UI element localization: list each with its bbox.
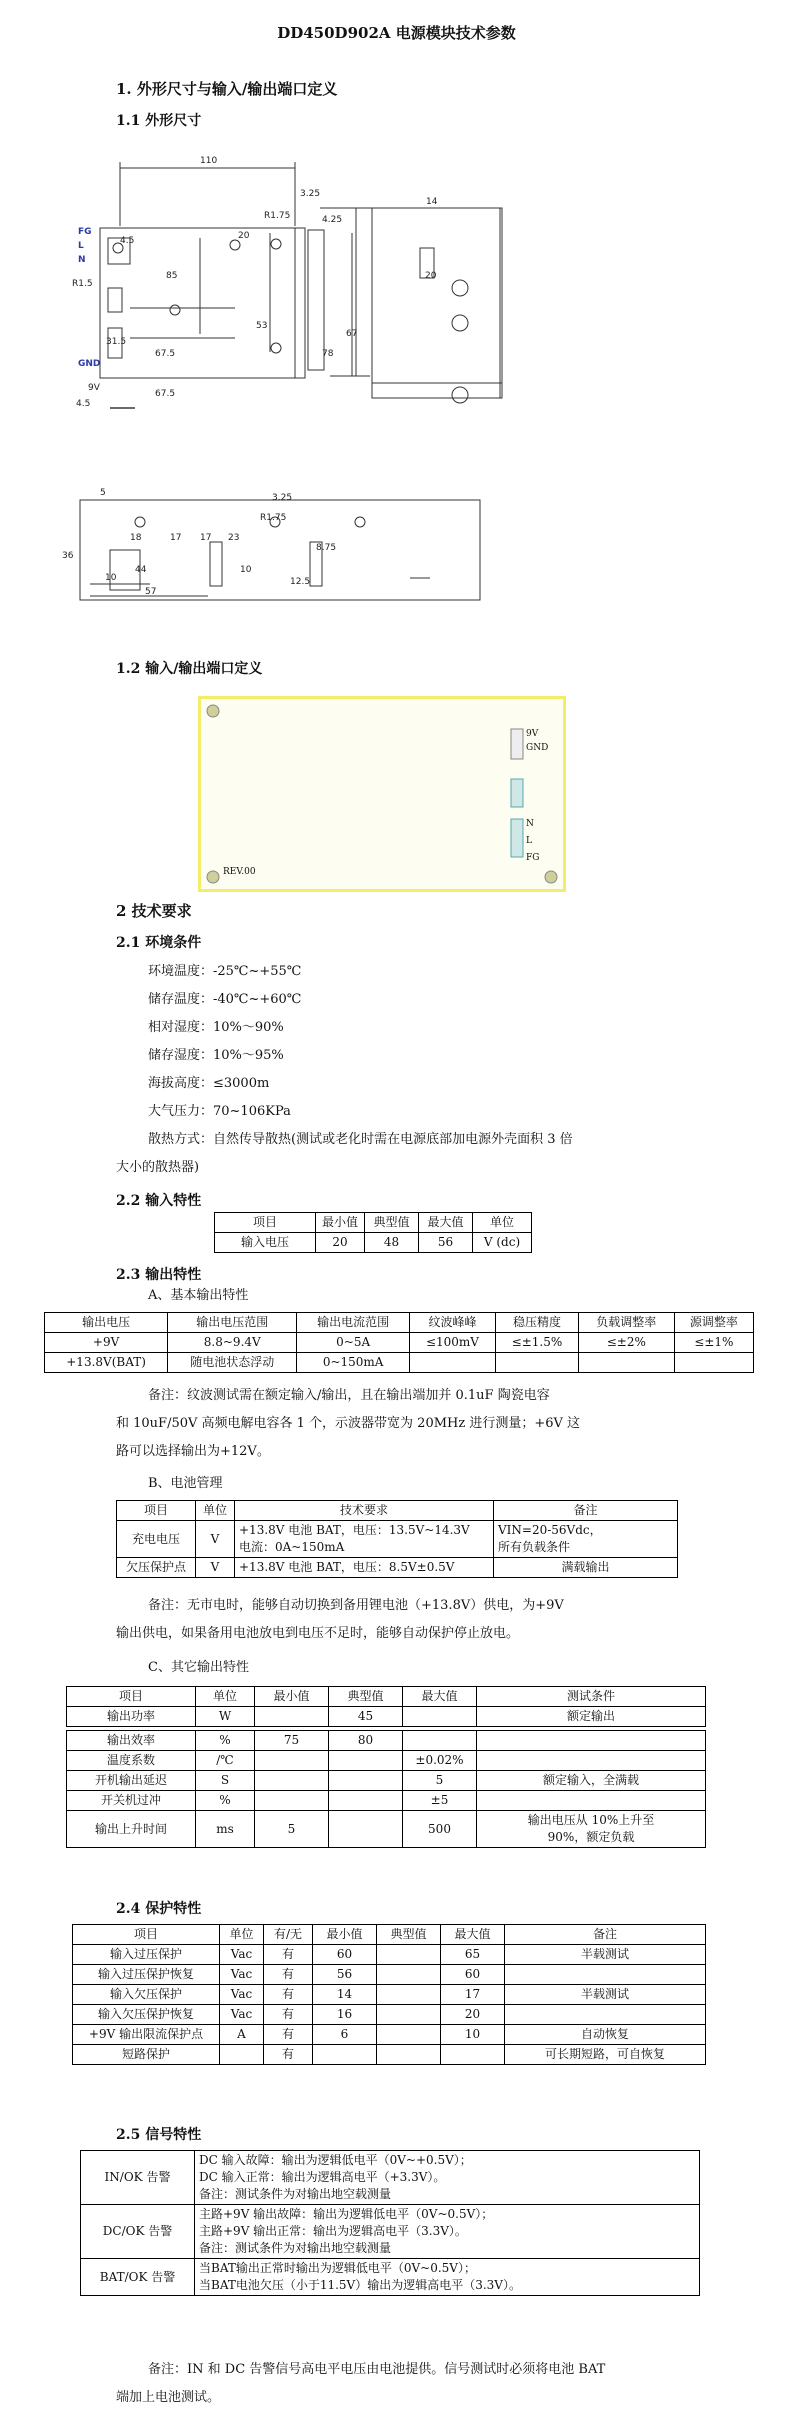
dim-20: 20 — [238, 231, 250, 241]
cell: ms — [196, 1811, 255, 1848]
cell: W — [196, 1707, 255, 1727]
th: 典型值 — [365, 1213, 419, 1233]
th: 最大值 — [403, 1687, 477, 1707]
board-label-n: N — [526, 819, 534, 829]
cell: /℃ — [196, 1751, 255, 1771]
cell: S — [196, 1771, 255, 1791]
cell — [329, 1771, 403, 1791]
pcb-board-image — [198, 696, 566, 892]
dim-31-5: 31.5 — [106, 337, 127, 347]
cell: V — [196, 1521, 235, 1558]
env-storage-temp: 储存温度：-40℃~+60℃ — [148, 992, 302, 1007]
cell: 14 — [313, 1985, 377, 2005]
cell: 有 — [264, 1985, 313, 2005]
board-label-l: L — [526, 836, 532, 846]
side-dim-36: 36 — [62, 551, 74, 561]
note1-line3: 路可以选择输出为+12V。 — [116, 1444, 270, 1459]
cell: 输入电压 — [215, 1233, 316, 1253]
th: 最小值 — [255, 1687, 329, 1707]
cell: 输入欠压保护恢复 — [73, 2005, 220, 2025]
cell: 56 — [313, 1965, 377, 1985]
other-output-table — [66, 1730, 706, 1848]
pin-l: L — [78, 241, 84, 251]
cell: 欠压保护点 — [117, 1558, 196, 1578]
th: 单位 — [196, 1687, 255, 1707]
dim-67-5-a: 67.5 — [155, 349, 176, 359]
side-dim-17b: 17 — [200, 533, 212, 543]
env-temp: 环境温度：-25℃~+55℃ — [148, 964, 302, 979]
cell: 20 — [441, 2005, 505, 2025]
th: 技术要求 — [235, 1501, 494, 1521]
th: 最小值 — [316, 1213, 365, 1233]
dim-78: 78 — [322, 349, 334, 359]
dimension-drawing-top — [60, 138, 700, 468]
cell: V — [196, 1558, 235, 1578]
cell: +13.8V 电池 BAT，电压：13.5V~14.3V 电流：0A~150mA — [235, 1521, 494, 1558]
cell — [496, 1353, 579, 1373]
th: 单位 — [473, 1213, 532, 1233]
side-dim-5: 5 — [100, 488, 106, 498]
sub-a-heading: A、基本输出特性 — [148, 1288, 249, 1303]
cell: V (dc) — [473, 1233, 532, 1253]
th: 输出电压 — [45, 1313, 168, 1333]
cell: 开关机过冲 — [67, 1791, 196, 1811]
cell: 有 — [264, 2045, 313, 2065]
cell — [505, 2005, 706, 2025]
note2-line1: 备注：无市电时，能够自动切换到备用锂电池（+13.8V）供电，为+9V — [148, 1598, 564, 1613]
th: 最小值 — [313, 1925, 377, 1945]
cell: 10 — [441, 2025, 505, 2045]
cell: 输出效率 — [67, 1731, 196, 1751]
cell — [329, 1791, 403, 1811]
cell: 5 — [255, 1811, 329, 1848]
cell: 可长期短路，可自恢复 — [505, 2045, 706, 2065]
cell: Vac — [220, 1985, 264, 2005]
th: 负载调整率 — [578, 1313, 674, 1333]
section-2-1-heading: 2.1 环境条件 — [116, 935, 202, 951]
cell — [505, 1965, 706, 1985]
label-9v: 9V — [88, 383, 100, 393]
cell: 自动恢复 — [505, 2025, 706, 2045]
cell: 65 — [441, 1945, 505, 1965]
cell — [255, 1791, 329, 1811]
board-label-rev: REV.00 — [223, 867, 256, 877]
th: 备注 — [505, 1925, 706, 1945]
signal-table — [80, 2150, 700, 2296]
protection-table — [72, 1924, 706, 2065]
section-1-heading: 1. 外形尺寸与输入/输出端口定义 — [116, 80, 338, 98]
th: 最大值 — [419, 1213, 473, 1233]
cell: 输出电压从 10%上升至 90%，额定负载 — [477, 1811, 706, 1848]
cell: 16 — [313, 2005, 377, 2025]
dim-r1-75: R1.75 — [264, 211, 291, 221]
note3-line1: 备注：IN 和 DC 告警信号高电平电压由电池提供。信号测试时必须将电池 BAT — [148, 2362, 606, 2377]
other-output-table-head — [66, 1686, 706, 1727]
cell: ±0.02% — [403, 1751, 477, 1771]
section-2-5-heading: 2.5 信号特性 — [116, 2127, 202, 2143]
page-title: DD450D902A 电源模块技术参数 — [277, 24, 516, 42]
cell: ≤100mV — [409, 1333, 495, 1353]
cell: 5 — [403, 1771, 477, 1791]
side-dim-10: 10 — [105, 573, 117, 583]
section-2-4-heading: 2.4 保护特性 — [116, 1901, 202, 1917]
th: 纹波峰峰 — [409, 1313, 495, 1333]
section-1-1-heading: 1.1 外形尺寸 — [116, 113, 202, 129]
board-label-fg: FG — [526, 853, 540, 863]
cell: ≤±2% — [578, 1333, 674, 1353]
dim-67: 67 — [346, 329, 358, 339]
cell: 开机输出延迟 — [67, 1771, 196, 1791]
cell: Vac — [220, 1945, 264, 1965]
env-altitude: 海拔高度：≤3000m — [148, 1076, 270, 1091]
cell: 输入过压保护 — [73, 1945, 220, 1965]
cell: ≤±1.5% — [496, 1333, 579, 1353]
cell: +9V 输出限流保护点 — [73, 2025, 220, 2045]
cell — [313, 2045, 377, 2065]
th: 输出电流范围 — [297, 1313, 410, 1333]
cell: 满载输出 — [494, 1558, 678, 1578]
cell: 500 — [403, 1811, 477, 1848]
input-table — [214, 1212, 532, 1253]
cell: +13.8V(BAT) — [45, 1353, 168, 1373]
cell: 半载测试 — [505, 1945, 706, 1965]
cell: 8.8~9.4V — [168, 1333, 297, 1353]
dimension-drawing-side — [60, 480, 540, 610]
cell — [578, 1353, 674, 1373]
note3-line2: 端加上电池测试。 — [116, 2390, 221, 2405]
side-dim-8-75: 8.75 — [316, 543, 337, 553]
board-label-gnd: GND — [526, 743, 549, 753]
side-dim-17a: 17 — [170, 533, 182, 543]
th: 项目 — [73, 1925, 220, 1945]
th: 最大值 — [441, 1925, 505, 1945]
cell — [329, 1811, 403, 1848]
env-cooling-cont: 大小的散热器) — [116, 1160, 200, 1175]
cell: DC 输入故障：输出为逻辑低电平（0V~+0.5V）； DC 输入正常：输出为逻辑高电平（+3.3V）。 备注：测试条件为对输出地空载测量 — [195, 2151, 700, 2205]
th: 单位 — [196, 1501, 235, 1521]
cell: 充电电压 — [117, 1521, 196, 1558]
side-dim-3-25: 3.25 — [272, 493, 293, 503]
section-2-2-heading: 2.2 输入特性 — [116, 1193, 202, 1209]
dim-14: 14 — [426, 197, 438, 207]
cell — [403, 1731, 477, 1751]
cell — [409, 1353, 495, 1373]
cell: ≤±1% — [674, 1333, 753, 1353]
cell: 6 — [313, 2025, 377, 2045]
cell: 56 — [419, 1233, 473, 1253]
cell — [441, 2045, 505, 2065]
cell: 有 — [264, 2005, 313, 2025]
side-dim-12-5: 12.5 — [290, 577, 311, 587]
th: 源调整率 — [674, 1313, 753, 1333]
pin-n: N — [78, 255, 86, 265]
cell: 80 — [329, 1731, 403, 1751]
cell: % — [196, 1731, 255, 1751]
battery-table — [116, 1500, 678, 1578]
sub-c-heading: C、其它输出特性 — [148, 1660, 249, 1675]
side-dim-r1-75: R1.75 — [260, 513, 287, 523]
note1-line1: 备注：纹波测试需在额定输入/输出，且在输出端加并 0.1uF 陶瓷电容 — [148, 1388, 550, 1403]
cell: 20 — [316, 1233, 365, 1253]
cell: 当BAT输出正常时输出为逻辑低电平（0V~0.5V）； 当BAT电池欠压（小于11.5V）输出为逻辑高电平（3.3V）。 — [195, 2259, 700, 2296]
cell: Vac — [220, 2005, 264, 2025]
note2-line2: 输出供电，如果备用电池放电到电压不足时，能够自动保护停止放电。 — [116, 1626, 520, 1641]
cell: BAT/OK 告警 — [81, 2259, 195, 2296]
cell — [255, 1751, 329, 1771]
cell — [377, 2045, 441, 2065]
dim-20-b: 20 — [425, 271, 437, 281]
th: 有/无 — [264, 1925, 313, 1945]
side-dim-10b: 10 — [240, 565, 252, 575]
pin-gnd: GND — [78, 359, 101, 369]
note1-line2: 和 10uF/50V 高频电解电容各 1 个，示波器带宽为 20MHz 进行测量；+6V 这 — [116, 1416, 581, 1431]
cell: IN/OK 告警 — [81, 2151, 195, 2205]
cell: 60 — [441, 1965, 505, 1985]
cell: 主路+9V 输出故障：输出为逻辑低电平（0V~0.5V）； 主路+9V 输出正常：输出为逻辑高电平（3.3V）。 备注：测试条件为对输出地空载测量 — [195, 2205, 700, 2259]
dim-53: 53 — [256, 321, 268, 331]
basic-output-table — [44, 1312, 754, 1373]
th: 项目 — [67, 1687, 196, 1707]
cell: 75 — [255, 1731, 329, 1751]
env-humidity: 相对湿度：10%～90% — [148, 1020, 284, 1035]
sub-b-heading: B、电池管理 — [148, 1476, 223, 1491]
cell — [674, 1353, 753, 1373]
cell — [255, 1771, 329, 1791]
cell — [403, 1707, 477, 1727]
th: 典型值 — [329, 1687, 403, 1707]
cell: A — [220, 2025, 264, 2045]
dim-r1-5: R1.5 — [72, 279, 93, 289]
cell: +13.8V 电池 BAT，电压：8.5V±0.5V — [235, 1558, 494, 1578]
cell: % — [196, 1791, 255, 1811]
cell — [477, 1731, 706, 1751]
th: 项目 — [215, 1213, 316, 1233]
dim-3-25: 3.25 — [300, 189, 321, 199]
cell — [377, 1985, 441, 2005]
cell: 60 — [313, 1945, 377, 1965]
cell: 随电池状态浮动 — [168, 1353, 297, 1373]
cell: 额定输出 — [477, 1707, 706, 1727]
section-2-heading: 2 技术要求 — [116, 902, 192, 920]
side-dim-18: 18 — [130, 533, 142, 543]
cell — [255, 1707, 329, 1727]
cell: 有 — [264, 1965, 313, 1985]
cell: VIN=20-56Vdc， 所有负载条件 — [494, 1521, 678, 1558]
env-pressure: 大气压力：70~106KPa — [148, 1104, 291, 1119]
dim-4-25: 4.25 — [322, 215, 343, 225]
cell: DC/OK 告警 — [81, 2205, 195, 2259]
cell: 0~5A — [297, 1333, 410, 1353]
pin-fg: FG — [78, 227, 92, 237]
cell: 输入欠压保护 — [73, 1985, 220, 2005]
cell — [477, 1791, 706, 1811]
cell — [477, 1751, 706, 1771]
cell: 有 — [264, 2025, 313, 2045]
cell: 45 — [329, 1707, 403, 1727]
dim-110: 110 — [200, 156, 218, 166]
dim-4-5-b: 4.5 — [76, 399, 91, 409]
cell — [329, 1751, 403, 1771]
cell: 温度系数 — [67, 1751, 196, 1771]
cell: 17 — [441, 1985, 505, 2005]
cell — [377, 2025, 441, 2045]
th: 测试条件 — [477, 1687, 706, 1707]
th: 典型值 — [377, 1925, 441, 1945]
side-dim-44: 44 — [135, 565, 147, 575]
cell: 输出功率 — [67, 1707, 196, 1727]
board-label-9v: 9V — [526, 729, 539, 739]
cell: Vac — [220, 1965, 264, 1985]
cell: +9V — [45, 1333, 168, 1353]
cell — [377, 1965, 441, 1985]
th: 项目 — [117, 1501, 196, 1521]
section-1-2-heading: 1.2 输入/输出端口定义 — [116, 661, 263, 677]
cell: 输出上升时间 — [67, 1811, 196, 1848]
cell — [220, 2045, 264, 2065]
cell — [377, 1945, 441, 1965]
dim-4-5: 4.5 — [120, 236, 135, 246]
side-dim-23: 23 — [228, 533, 240, 543]
th: 单位 — [220, 1925, 264, 1945]
dim-85: 85 — [166, 271, 178, 281]
cell: 输入过压保护恢复 — [73, 1965, 220, 1985]
side-dim-57: 57 — [145, 587, 157, 597]
cell: 48 — [365, 1233, 419, 1253]
cell: 半载测试 — [505, 1985, 706, 2005]
cell: 有 — [264, 1945, 313, 1965]
env-storage-humidity: 储存湿度：10%～95% — [148, 1048, 284, 1063]
th: 备注 — [494, 1501, 678, 1521]
cell: 0~150mA — [297, 1353, 410, 1373]
th: 输出电压范围 — [168, 1313, 297, 1333]
cell: 额定输入，全满载 — [477, 1771, 706, 1791]
cell — [377, 2005, 441, 2025]
section-2-3-heading: 2.3 输出特性 — [116, 1267, 202, 1283]
th: 稳压精度 — [496, 1313, 579, 1333]
env-cooling: 散热方式：自然传导散热(测试或老化时需在电源底部加电源外壳面积 3 倍 — [148, 1132, 573, 1147]
cell: 短路保护 — [73, 2045, 220, 2065]
cell: ±5 — [403, 1791, 477, 1811]
dim-67-5-b: 67.5 — [155, 389, 176, 399]
